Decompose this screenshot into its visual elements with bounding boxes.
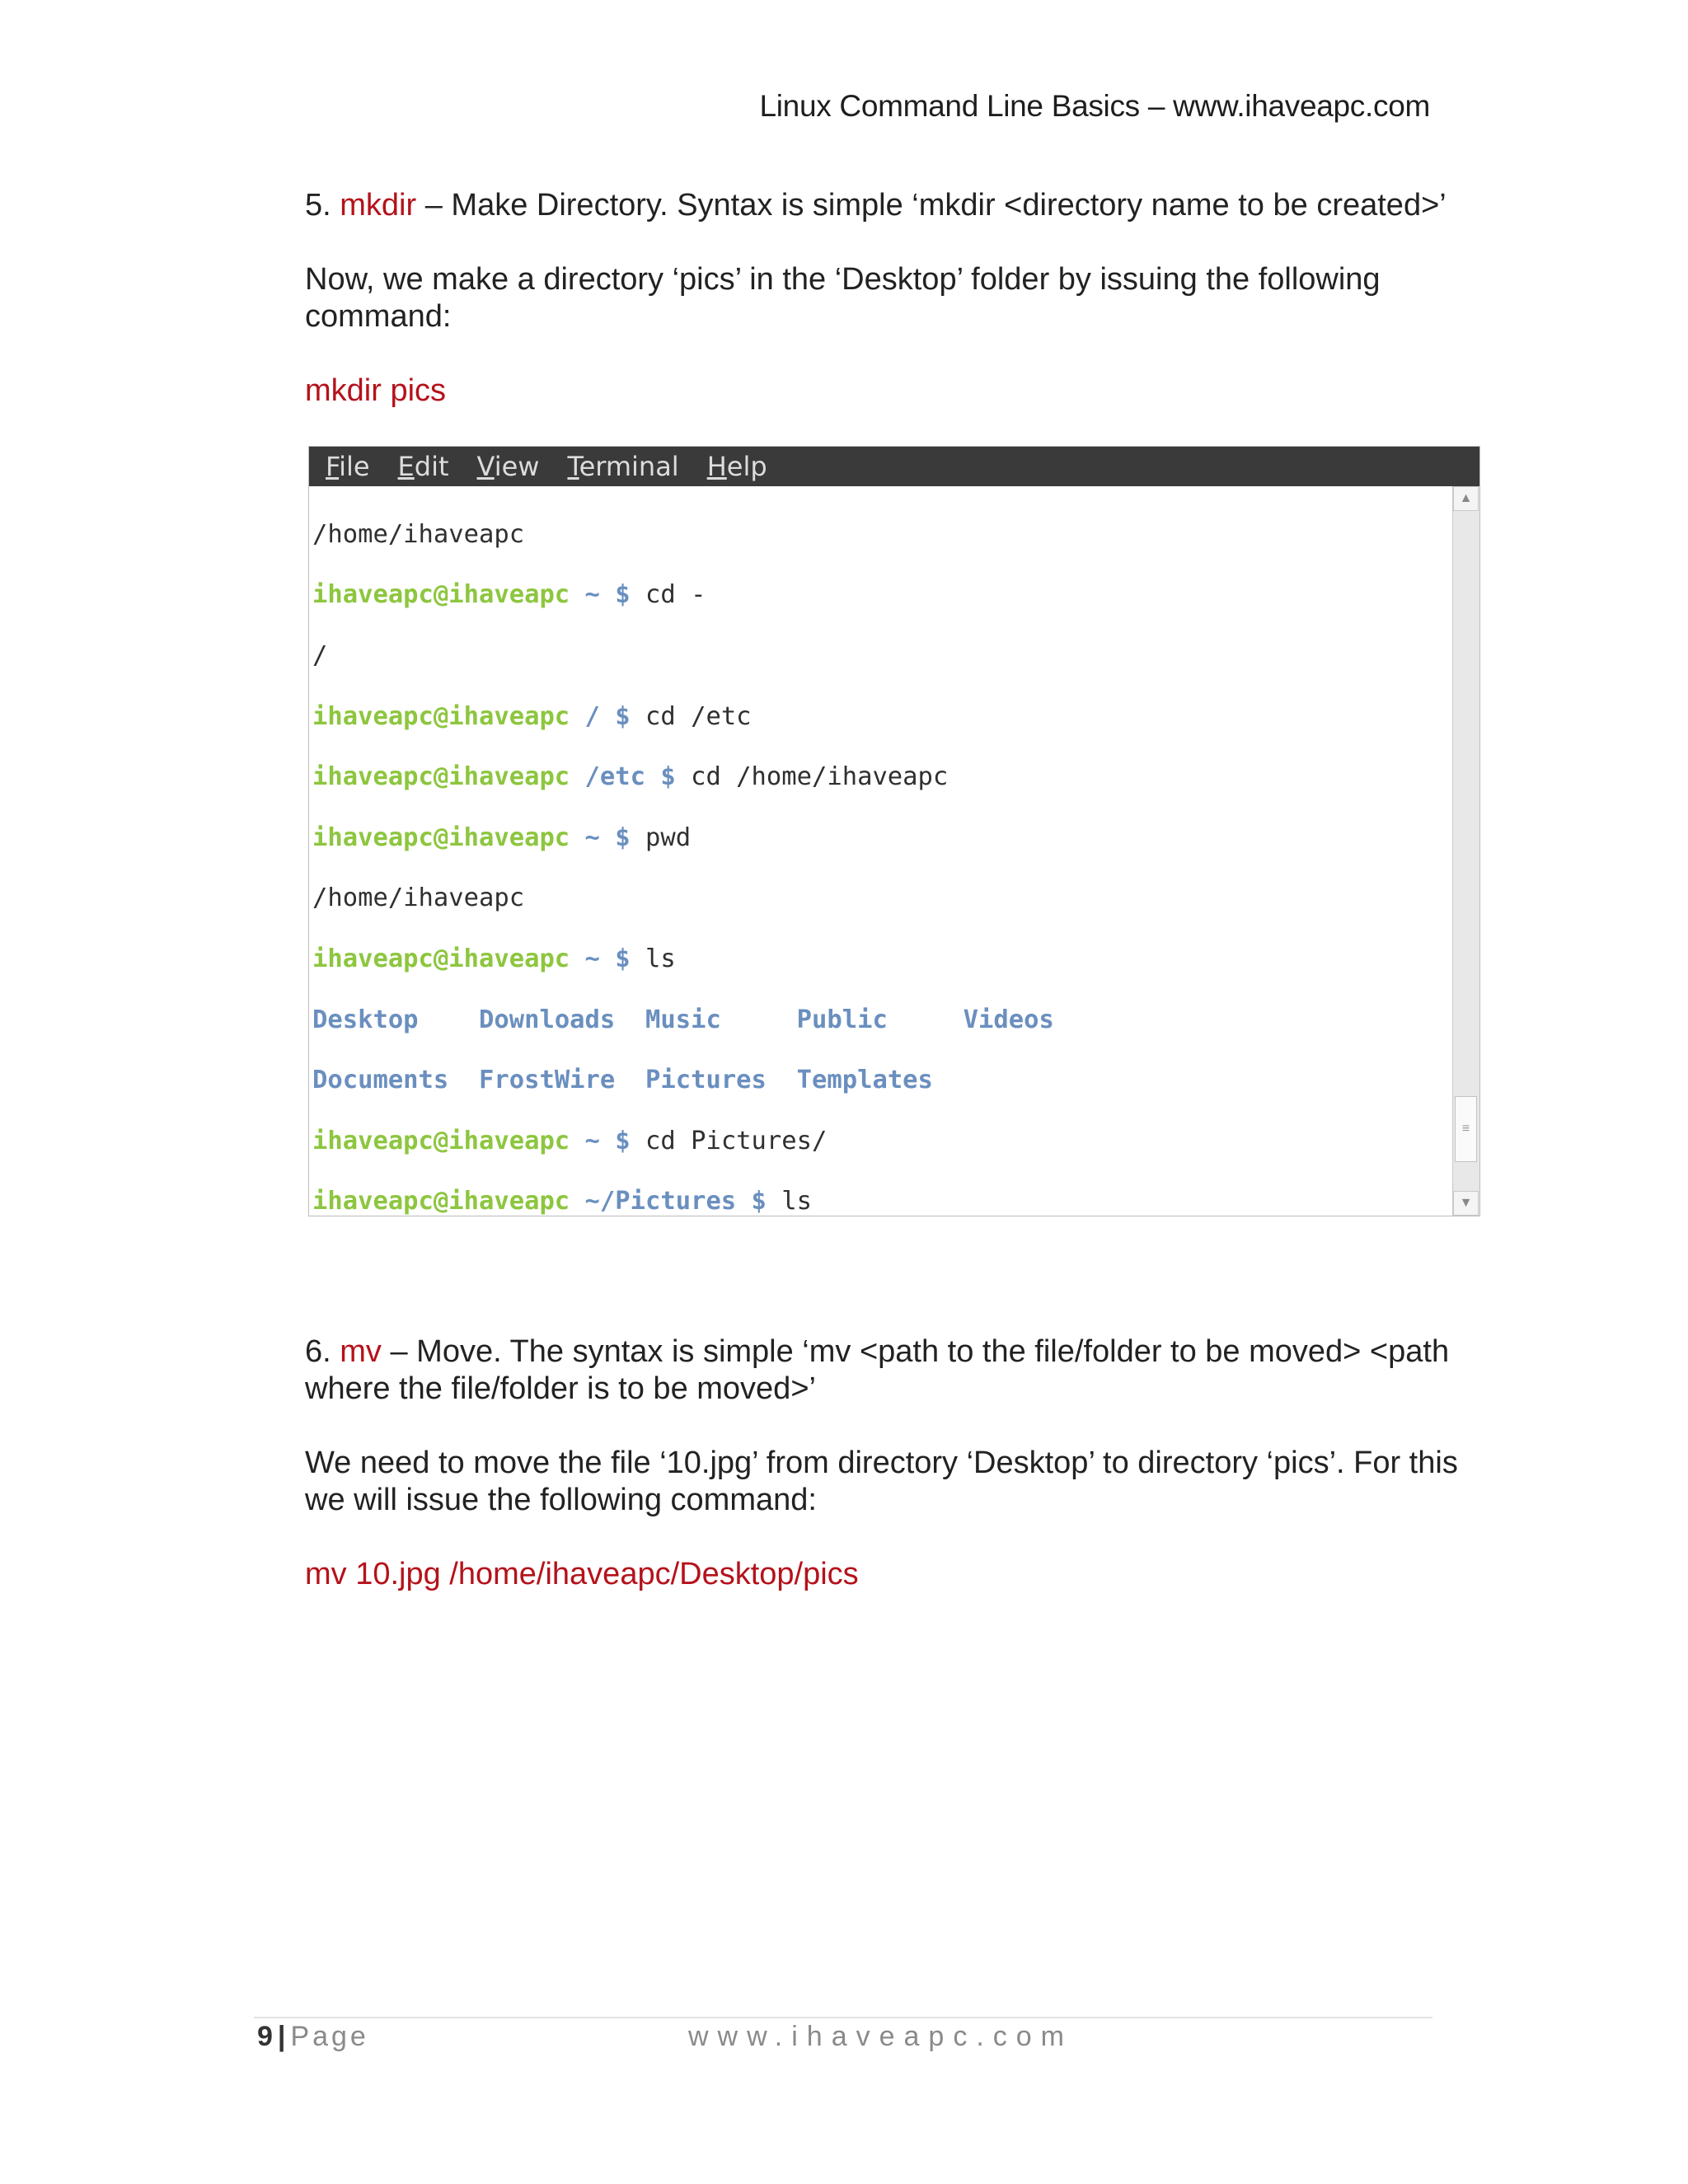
page-label: Page xyxy=(290,2021,369,2052)
terminal-scrollbar[interactable] xyxy=(1452,486,1479,1216)
section-number: 5. xyxy=(305,188,331,223)
footer-page-number xyxy=(257,2021,369,2053)
menu-view[interactable]: View xyxy=(476,451,540,482)
menu-file[interactable]: File xyxy=(326,451,370,482)
terminal-line: /home/ihaveapc xyxy=(312,883,525,913)
terminal-line: ihaveapc@ihaveapc / $ cd /etc xyxy=(312,701,752,731)
scroll-thumb[interactable]: ≡ xyxy=(1455,1096,1477,1162)
page-separator: | xyxy=(277,2021,286,2052)
page-number: 9 xyxy=(257,2021,273,2052)
terminal-line: /home/ihaveapc xyxy=(312,519,525,549)
section-6-paragraph: We need to move the file ‘10.jpg’ from directory ‘Desktop’ to directory ‘pics’. For this we will issue the following command: xyxy=(305,1446,1458,1517)
terminal-line: / xyxy=(312,640,328,670)
running-header: Linux Command Line Basics – www.ihaveapc.com xyxy=(759,89,1430,123)
command-description: – Make Directory. Syntax is simple ‘mkdir <directory name to be created>’ xyxy=(424,188,1447,223)
terminal-line: ihaveapc@ihaveapc ~ $ cd Pictures/ xyxy=(312,1126,828,1155)
menu-edit[interactable]: Edit xyxy=(397,451,449,482)
command-description: – Move. The syntax is simple ‘mv <path to the file/folder to be moved> <path where the file/folder is to be moved>’ xyxy=(305,1334,1450,1406)
command-name: mkdir xyxy=(340,188,417,223)
section-number: 6. xyxy=(305,1334,331,1369)
section-5-paragraph: Now, we make a directory ‘pics’ in the ‘Desktop’ folder by issuing the following command: xyxy=(305,262,1381,334)
footer-site-url: www.ihaveapc.com xyxy=(688,2021,1074,2052)
terminal-screenshot xyxy=(308,446,1480,1216)
terminal-line: ihaveapc@ihaveapc ~ $ ls xyxy=(312,944,676,973)
terminal-line: Desktop Downloads Music Public Videos xyxy=(312,1005,1054,1034)
terminal-menubar xyxy=(309,447,1479,486)
section-5-heading xyxy=(305,187,1475,224)
section-6-command: mv 10.jpg /home/ihaveapc/Desktop/pics xyxy=(305,1557,859,1591)
scroll-up-icon[interactable]: ▲ xyxy=(1453,486,1479,511)
section-5-command: mkdir pics xyxy=(305,373,447,408)
footer-divider xyxy=(254,2017,1432,2018)
menu-help[interactable]: Help xyxy=(706,451,767,482)
terminal-line: ihaveapc@ihaveapc ~/Pictures $ ls xyxy=(312,1187,812,1216)
section-6-heading xyxy=(305,1333,1475,1408)
terminal-line: ihaveapc@ihaveapc ~ $ cd - xyxy=(312,580,706,610)
terminal-line: ihaveapc@ihaveapc ~ $ pwd xyxy=(312,823,692,852)
menu-terminal[interactable]: Terminal xyxy=(567,451,679,482)
command-name: mv xyxy=(340,1334,382,1369)
terminal-output[interactable] xyxy=(309,486,1453,1216)
terminal-line: ihaveapc@ihaveapc /etc $ cd /home/ihaveapc xyxy=(312,762,949,792)
scroll-down-icon[interactable]: ▼ xyxy=(1453,1191,1479,1216)
terminal-line: Documents FrostWire Pictures Templates xyxy=(312,1066,933,1095)
